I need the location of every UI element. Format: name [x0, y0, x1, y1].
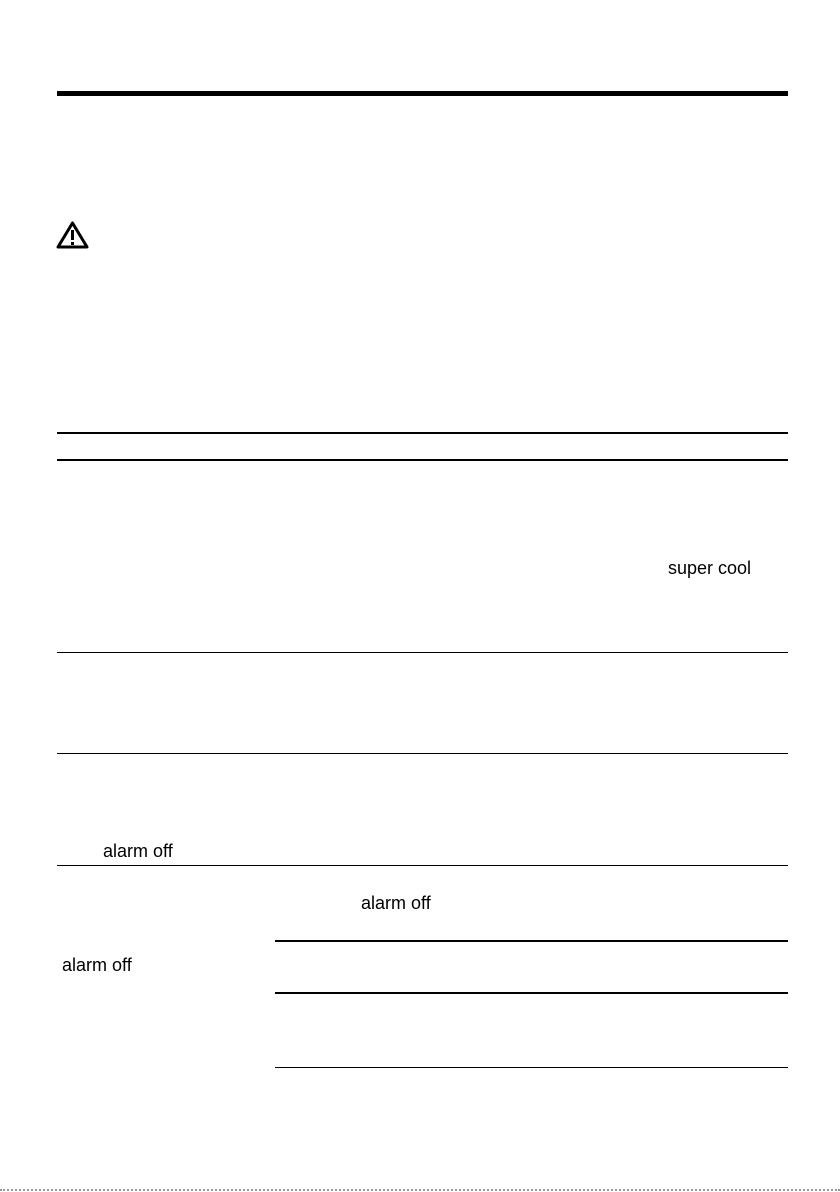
header-rule: [57, 91, 788, 96]
warning-icon: [56, 221, 89, 249]
table-header-rule: [57, 459, 788, 461]
sub-row-divider: [275, 940, 788, 942]
alarm-off-label: alarm off: [103, 841, 173, 861]
alarm-off-label: alarm off: [62, 955, 132, 975]
table-row-divider: [57, 652, 788, 653]
alarm-off-label: alarm off: [361, 893, 431, 913]
table-row-divider: [57, 753, 788, 754]
page-bottom-edge: [0, 1189, 840, 1191]
sub-row-divider: [275, 992, 788, 994]
sub-row-divider: [275, 1067, 788, 1068]
table-top-rule: [57, 432, 788, 434]
super-cool-label: super cool: [668, 558, 752, 578]
table-row-divider: [57, 865, 788, 866]
